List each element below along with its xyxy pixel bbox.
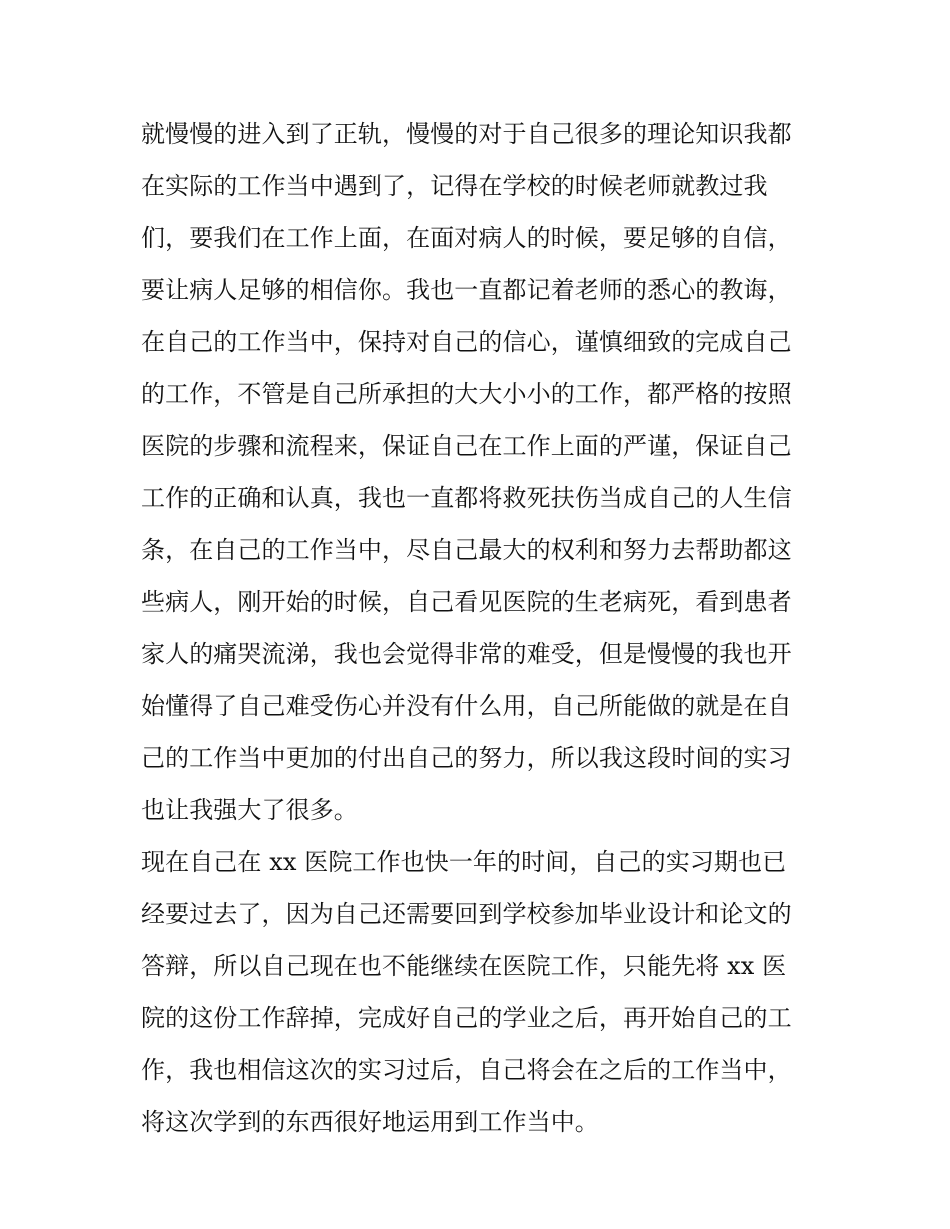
text-line: 也让我强大了很多。 — [141, 796, 358, 824]
text-line: 现在自己在 xx 医院工作也快一年的时间，自己的实习期也已 — [141, 848, 787, 876]
text-line: 在实际的工作当中遇到了，记得在学校的时候老师就教过我 — [141, 172, 768, 200]
text-line: 将这次学到的东西很好地运用到工作当中。 — [141, 1108, 599, 1136]
body-text — [141, 108, 821, 1148]
text-line: 在自己的工作当中，保持对自己的信心，谨慎细致的完成自己 — [141, 328, 792, 356]
text-line: 答辩，所以自己现在也不能继续在医院工作，只能先将 xx 医 — [141, 952, 787, 980]
text-line: 己的工作当中更加的付出自己的努力，所以我这段时间的实习 — [141, 744, 792, 772]
text-line: 医院的步骤和流程来，保证自己在工作上面的严谨，保证自己 — [141, 432, 792, 460]
text-line: 就慢慢的进入到了正轨，慢慢的对于自己很多的理论知识我都 — [141, 120, 792, 148]
text-line: 作，我也相信这次的实习过后，自己将会在之后的工作当中， — [141, 1056, 792, 1084]
text-line: 院的这份工作辞掉，完成好自己的学业之后，再开始自己的工 — [141, 1004, 792, 1032]
text-line: 始懂得了自己难受伤心并没有什么用，自己所能做的就是在自 — [141, 692, 792, 720]
text-line: 要让病人足够的相信你。我也一直都记着老师的悉心的教诲， — [141, 276, 792, 304]
text-line: 些病人，刚开始的时候，自己看见医院的生老病死，看到患者 — [141, 588, 792, 616]
text-line: 的工作，不管是自己所承担的大大小小的工作，都严格的按照 — [141, 380, 792, 408]
text-line: 家人的痛哭流涕，我也会觉得非常的难受，但是慢慢的我也开 — [141, 640, 792, 668]
text-line: 工作的正确和认真，我也一直都将救死扶伤当成自己的人生信 — [141, 484, 792, 512]
text-line: 条，在自己的工作当中，尽自己最大的权利和努力去帮助都这 — [141, 536, 792, 564]
text-line: 经要过去了，因为自己还需要回到学校参加毕业设计和论文的 — [141, 900, 792, 928]
text-line: 们，要我们在工作上面，在面对病人的时候，要足够的自信， — [141, 224, 792, 252]
